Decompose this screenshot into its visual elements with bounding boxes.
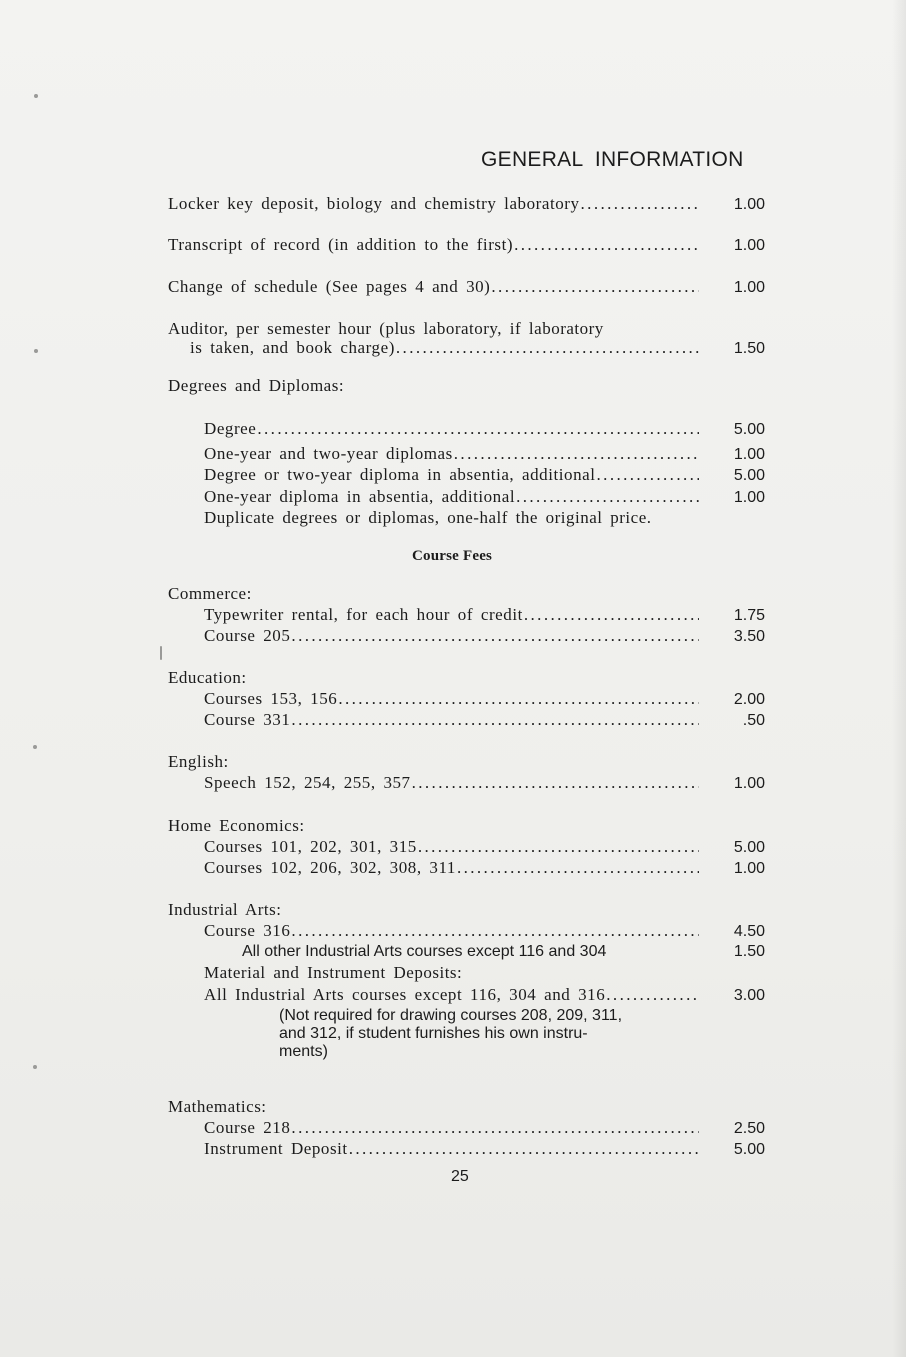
leader-dots	[291, 1117, 699, 1139]
fee-amount: 1.00	[733, 446, 765, 463]
fee-row-transcript	[168, 234, 705, 256]
fee-label: All Industrial Arts courses except 116, 304 and 316	[204, 985, 606, 1004]
fee-label: Degree or two-year diploma in absentia, additional	[204, 465, 596, 484]
degrees-heading: Degrees and Diplomas:	[168, 376, 345, 395]
commerce-heading: Commerce:	[168, 584, 252, 603]
home-economics-heading: Home Economics:	[168, 816, 305, 835]
fee-row-schedule	[168, 276, 705, 298]
scan-speck	[33, 745, 37, 749]
english-heading: English:	[168, 752, 229, 771]
leader-dots	[338, 688, 699, 710]
fee-amount: 1.00	[733, 775, 765, 792]
leader-dots	[606, 984, 699, 1006]
fee-label: Courses 102, 206, 302, 308, 311	[204, 858, 456, 877]
fee-row-auditor	[190, 337, 705, 359]
fee-label-auditor-line1: Auditor, per semester hour (plus laboratory, if laboratory	[168, 319, 604, 338]
fee-label: Courses 101, 202, 301, 315	[204, 837, 417, 856]
fee-amount: 1.00	[733, 279, 765, 296]
fee-amount: 1.00	[733, 860, 765, 877]
degrees-note: Duplicate degrees or diplomas, one-half the original price.	[204, 508, 652, 527]
fee-label: Course 218	[204, 1118, 291, 1137]
fee-label: is taken, and book charge)	[190, 338, 395, 357]
fee-row-locker	[168, 193, 705, 215]
industrial-arts-heading: Industrial Arts:	[168, 900, 282, 919]
scan-mark	[160, 646, 162, 660]
leader-dots	[291, 625, 699, 647]
fee-amount: 1.00	[733, 237, 765, 254]
fee-label: Courses 153, 156	[204, 689, 338, 708]
fee-label: Course 331	[204, 710, 291, 729]
fee-amount: 5.00	[733, 421, 765, 438]
leader-dots	[516, 486, 699, 508]
fee-amount: 2.50	[733, 1120, 765, 1137]
mathematics-heading: Mathematics:	[168, 1097, 267, 1116]
education-heading: Education:	[168, 668, 247, 687]
industrial-arts-row	[204, 920, 705, 942]
leader-dots	[454, 443, 699, 465]
degree-row	[204, 418, 705, 440]
fee-amount: 5.00	[733, 1141, 765, 1158]
fee-amount: 3.00	[733, 987, 765, 1004]
fee-amount: 5.00	[733, 839, 765, 856]
leader-dots	[524, 604, 699, 626]
leader-dots	[257, 418, 699, 440]
deposit-note-line: ments)	[279, 1043, 328, 1060]
fee-label: Course 316	[204, 921, 291, 940]
leader-dots	[581, 193, 699, 215]
mathematics-row	[204, 1138, 705, 1160]
degree-row	[204, 486, 705, 508]
leader-dots	[349, 1138, 699, 1160]
fee-amount: 5.00	[733, 467, 765, 484]
section-title-course-fees: Course Fees	[412, 548, 493, 564]
fee-amount: 1.50	[733, 943, 765, 960]
fee-amount: 1.75	[733, 607, 765, 624]
home-economics-row	[204, 836, 705, 858]
fee-amount: 2.00	[733, 691, 765, 708]
fee-label: Typewriter rental, for each hour of credit	[204, 605, 523, 624]
commerce-row	[204, 604, 705, 626]
education-row	[204, 709, 705, 731]
leader-dots	[412, 772, 699, 794]
industrial-arts-other-label: All other Industrial Arts courses except 116 and 304	[242, 943, 607, 960]
page-number: 25	[451, 1168, 469, 1185]
leader-dots	[396, 337, 699, 359]
deposit-row	[204, 984, 705, 1006]
fee-amount: .50	[742, 712, 765, 729]
scan-speck	[34, 349, 38, 353]
leader-dots	[291, 709, 699, 731]
mathematics-row	[204, 1117, 705, 1139]
scan-speck	[33, 1065, 37, 1069]
scan-speck	[34, 94, 38, 98]
english-row	[204, 772, 705, 794]
leader-dots	[291, 920, 699, 942]
leader-dots	[491, 276, 699, 298]
leader-dots	[597, 464, 699, 486]
fee-amount: 3.50	[733, 628, 765, 645]
fee-label: Transcript of record (in addition to the first)	[168, 235, 514, 254]
fee-label: Instrument Deposit	[204, 1139, 348, 1158]
fee-amount: 1.00	[733, 489, 765, 506]
fee-label: Locker key deposit, biology and chemistry laboratory	[168, 194, 580, 213]
deposits-heading: Material and Instrument Deposits:	[204, 963, 463, 982]
fee-amount: 1.50	[733, 340, 765, 357]
education-row	[204, 688, 705, 710]
commerce-row	[204, 625, 705, 647]
home-economics-row	[204, 857, 705, 879]
degree-row	[204, 443, 705, 465]
degree-row	[204, 464, 705, 486]
deposit-note-line: and 312, if student furnishes his own instru-	[279, 1025, 588, 1042]
leader-dots	[457, 857, 699, 879]
leader-dots	[514, 234, 699, 256]
fee-label: Change of schedule (See pages 4 and 30)	[168, 277, 491, 296]
fee-label: Speech 152, 254, 255, 357	[204, 773, 411, 792]
fee-label: One-year and two-year diplomas	[204, 444, 453, 463]
fee-label: Course 205	[204, 626, 291, 645]
page-header: GENERAL INFORMATION	[481, 148, 744, 171]
fee-label: One-year diploma in absentia, additional	[204, 487, 516, 506]
scan-edge-shadow	[892, 0, 906, 1357]
leader-dots	[418, 836, 699, 858]
fee-label: Degree	[204, 419, 257, 438]
deposit-note-line: (Not required for drawing courses 208, 209, 311,	[279, 1007, 623, 1024]
fee-amount: 1.00	[733, 196, 765, 213]
fee-amount: 4.50	[733, 923, 765, 940]
